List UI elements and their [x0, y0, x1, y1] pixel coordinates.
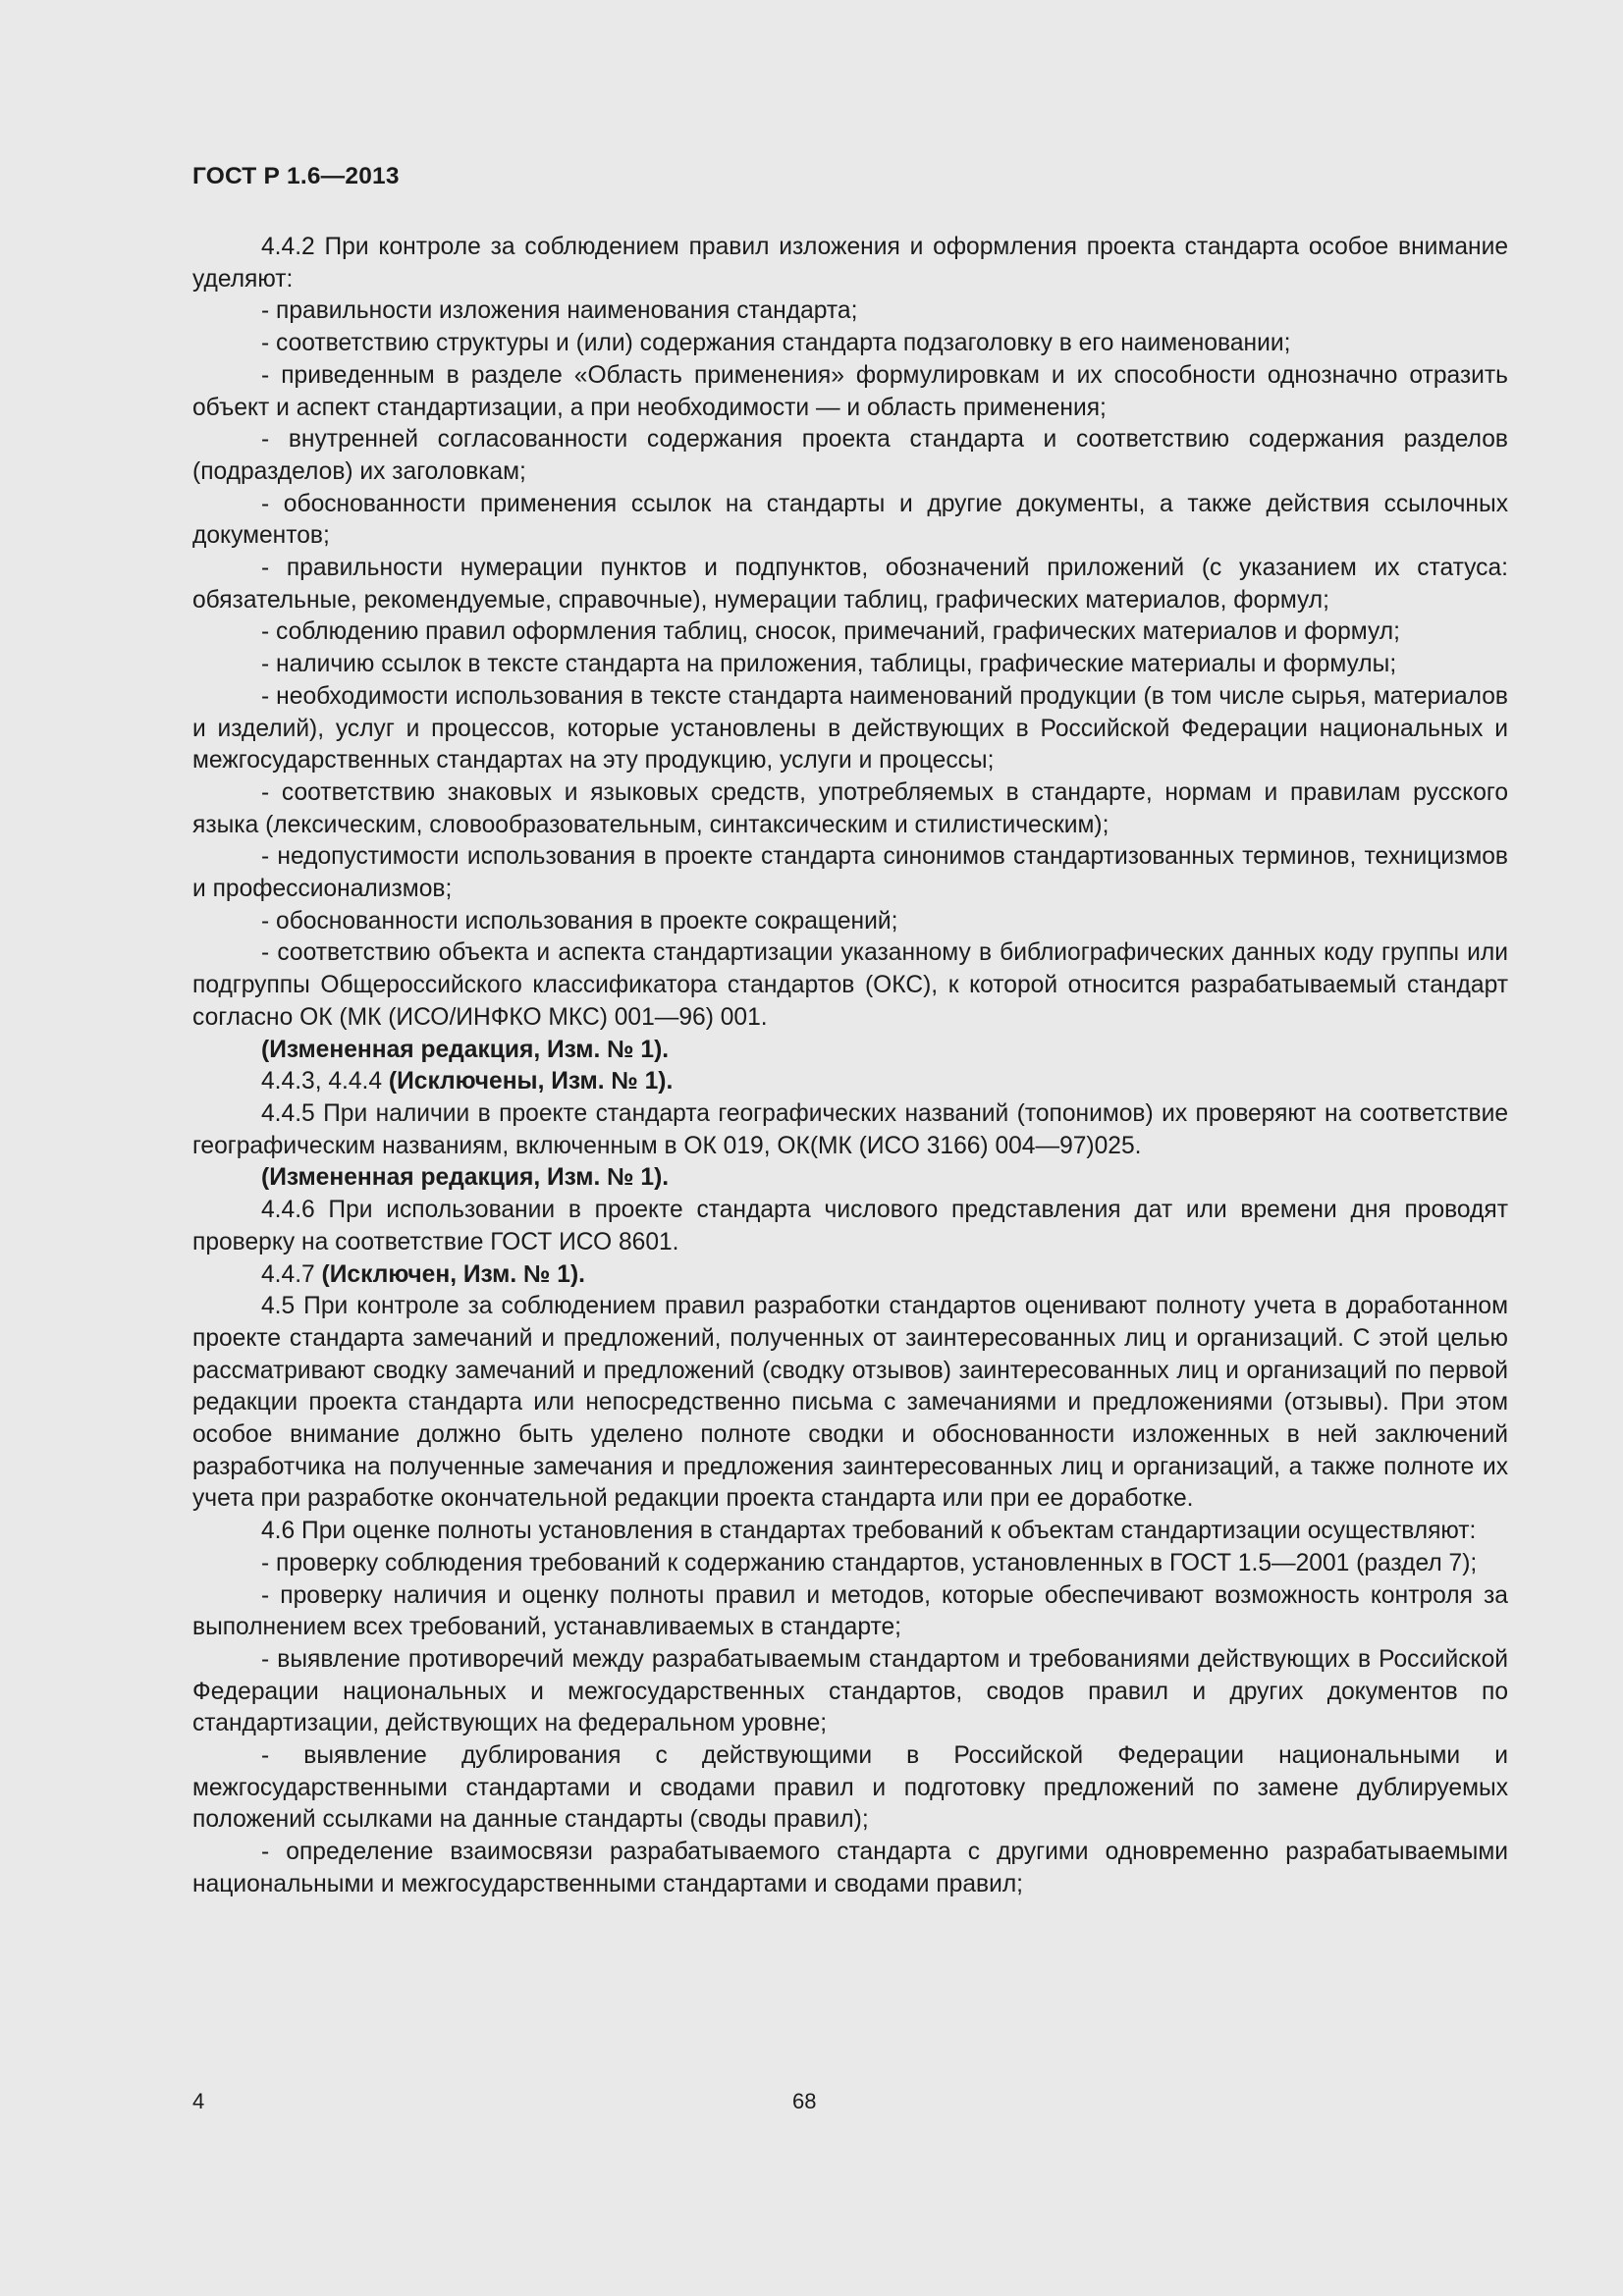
- list-item: - выявление дублирования с действующими в Российской Федерации национальными и межгосударственными стандартами и сводами правил и подготовку предложений по замене дублируемых положений ссылками на данные стандарты (своды правил);: [192, 1742, 1508, 1834]
- list-item: - обоснованности применения ссылок на стандарты и другие документы, а также действия ссылочных документов;: [192, 490, 1508, 550]
- list-item: - соблюдению правил оформления таблиц, сносок, примечаний, графических материалов и формул;: [261, 618, 1400, 646]
- list-item: - выявление противоречий между разрабатываемым стандартом и требованиями действующих в Российской Федерации национальных и межгосударственных стандартов, сводов правил и других документов по стандартизации, действующих на федеральном уровне;: [192, 1645, 1508, 1737]
- excluded-note: (Исключены, Изм. № 1).: [388, 1068, 674, 1095]
- list-item: - проверку наличия и оценку полноты правил и методов, которые обеспечивают возможность контроля за выполнением всех требований, устанавливаемых в стандарте;: [192, 1581, 1508, 1641]
- list-item: - соответствию объекта и аспекта стандартизации указанному в библиографических данных коду группы или подгруппы Общероссийского классификатора стандартов (ОКС), к которой относится разрабатываемый стандарт согласно ОК (МК (ИСО/ИНФКО МКС) 001—96) 001.: [192, 939, 1508, 1031]
- amendment-note: (Измененная редакция, Изм. № 1).: [261, 1164, 670, 1192]
- clause-number: 4.4.3, 4.4.4: [261, 1068, 389, 1095]
- list-item: - правильности изложения наименования стандарта;: [261, 297, 858, 325]
- page-number-center: 68: [792, 2089, 817, 2113]
- paragraph-4-4-7: [192, 1259, 1508, 1292]
- document-header: ГОСТ Р 1.6—2013: [192, 163, 400, 189]
- paragraph-4-6: 4.6 При оценке полноты установления в стандартах требований к объектам стандартизации осуществляют:: [261, 1518, 1477, 1545]
- paragraph-4-4-6: 4.4.6 При использовании в проекте стандарта числового представления дат или времени дня проводят проверку на соответствие ГОСТ ИСО 8601.: [192, 1197, 1508, 1255]
- list-item: - приведенным в разделе «Область применения» формулировкам и их способности однозначно отразить объект и аспект стандартизации, а при необходимости — и область применения;: [192, 361, 1508, 421]
- list-item: - необходимости использования в тексте стандарта наименований продукции (в том числе сырья, материалов и изделий), услуг и процессов, которые установлены в действующих в Российской Федерации национальных и межгосударственных стандартах на эту продукцию, услуги и процессы;: [192, 682, 1508, 774]
- list-item: - определение взаимосвязи разрабатываемого стандарта с другими одновременно разрабатываемыми национальными и межгосударственными стандартами и сводами правил;: [192, 1839, 1508, 1897]
- paragraph-4-4-3-4-4-4: [192, 1066, 1508, 1098]
- list-item: - соответствию структуры и (или) содержания стандарта подзаголовку в его наименовании;: [261, 330, 1291, 357]
- body-text: [192, 232, 1508, 1901]
- amendment-note: (Измененная редакция, Изм. № 1).: [261, 1036, 670, 1063]
- list-item: - правильности нумерации пунктов и подпунктов, обозначений приложений (с указанием их статуса: обязательные, рекомендуемые, справочные), нумерации таблиц, графических материалов, формул;: [192, 555, 1508, 614]
- list-item: - недопустимости использования в проекте стандарта синонимов стандартизованных терминов, техницизмов и профессионализмов;: [192, 843, 1508, 903]
- page-number-left: 4: [192, 2089, 205, 2113]
- list-item: - соответствию знаковых и языковых средств, употребляемых в стандарте, нормам и правилам русского языка (лексическим, словообразовательным, синтаксическим и стилистическим);: [192, 778, 1508, 838]
- paragraph-4-5: 4.5 При контроле за соблюдением правил разработки стандартов оценивают полноту учета в доработанном проекте стандарта замечаний и предложений, полученных от заинтересованных лиц и организаций. С этой целью рассматривают сводку замечаний и предложений (сводку отзывов) заинтересованных лиц и организаций по первой редакции проекта стандарта или непосредственно письма с замечаниями и предложениями (отзывы). При этом особое внимание должно быть уделено полноте сводки и обоснованности изложенных в ней заключений разработчика на полученные замечания и предложения заинтересованных лиц и организаций, а также полноте их учета при разработке окончательной редакции проекта стандарта или при ее доработке.: [192, 1293, 1508, 1513]
- paragraph-4-4-2: 4.4.2 При контроле за соблюдением правил изложения и оформления проекта стандарта особое внимание уделяют:: [192, 234, 1508, 293]
- paragraph-4-4-5: 4.4.5 При наличии в проекте стандарта географических названий (топонимов) их проверяют на соответствие географическим названиям, включенным в ОК 019, ОК(МК (ИСО 3166) 004—97)025.: [192, 1099, 1508, 1159]
- list-item: - наличию ссылок в тексте стандарта на приложения, таблицы, графические материалы и формулы;: [261, 651, 1397, 678]
- clause-number: 4.4.7: [261, 1260, 322, 1288]
- list-item: - обоснованности использования в проекте сокращений;: [261, 907, 898, 934]
- list-item: - внутренней согласованности содержания проекта стандарта и соответствию содержания разделов (подразделов) их заголовкам;: [192, 426, 1508, 485]
- list-item: - проверку соблюдения требований к содержанию стандартов, установленных в ГОСТ 1.5—2001 (раздел 7);: [261, 1549, 1478, 1576]
- excluded-note: (Исключен, Изм. № 1).: [321, 1260, 585, 1288]
